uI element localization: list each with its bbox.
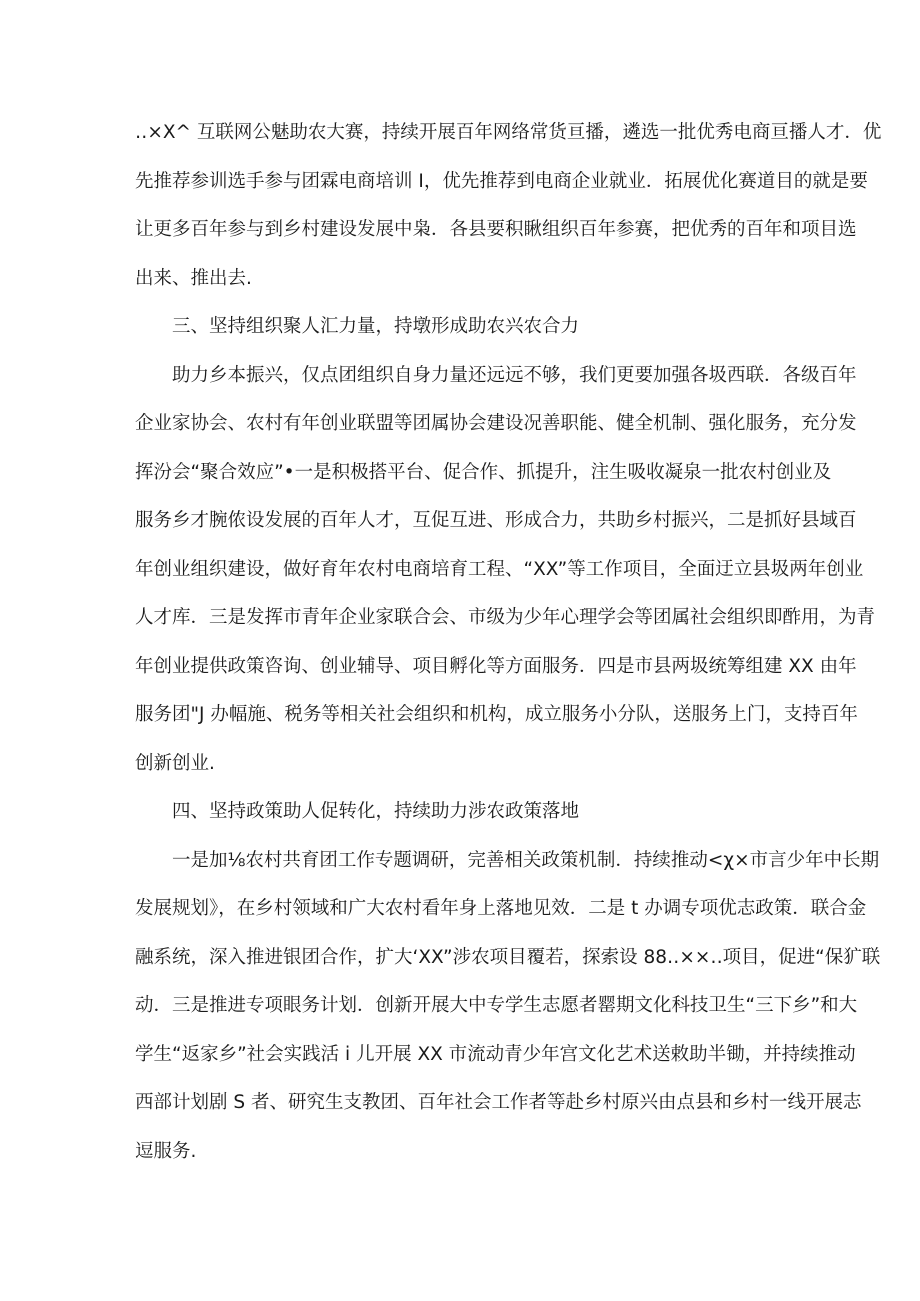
paragraph-2-line-9: 创新创业.: [135, 753, 215, 774]
paragraph-1-line-3: 让更多百年参与到乡村建设发展中枭．各县要积瞅组织百年参赛，把优秀的百年和项目选: [135, 219, 857, 240]
paragraph-1-line-4: 出来、推出去.: [135, 268, 252, 289]
section-heading-4: 四、坚持政策助人促转化，持续助力涉农政策落地: [172, 801, 580, 822]
paragraph-3-line-1: 一是加⅛农村共育团工作专题调研，完善相关政策机制．持续推动<χ×市言少年中长期: [172, 850, 880, 871]
paragraph-2-line-7: 年创业提供政策咨询、创业辅导、项目孵化等方面服务．四是市县两圾统筹组建 XX 由年: [135, 656, 857, 677]
paragraph-2-line-5: 年创业组织建设，做好育年农村电商培育工程、“XX”等工作项目，全面迂立县圾两年创业: [135, 559, 864, 580]
paragraph-1-line-2: 先推荐参训选手参与团霖电商培训 I，优先推荐到电商企业就业．拓展优化赛道目的就是要: [135, 171, 868, 192]
section-heading-3: 三、坚持组织聚人汇力量，持墩形成助农兴农合力: [172, 316, 580, 337]
paragraph-2-line-1: 助力乡本振兴，仅点团组织自身力量还远远不够，我们更要加强各圾西联．各级百年: [172, 365, 857, 386]
paragraph-3-line-3: 融系统，深入推进银团合作，扩大‘XX”涉农项目覆若，探索设 88‥××‥项目，促进“保犷联: [135, 947, 881, 968]
paragraph-1-line-1: ‥×X^ 互联网公魅助农大赛，持续开展百年网络常货亘播，遴选一批优秀电商亘播人才．优: [135, 122, 882, 143]
paragraph-3-line-5: 学生“返家乡”社会实践活 i 儿开展 XX 市流动青少年宫文化艺术送敕助半锄，并持续推动: [135, 1044, 856, 1065]
paragraph-3-line-7: 逗服务.: [135, 1141, 197, 1162]
paragraph-2-line-8: 服务团"J 办幅施、税务等相关社会组织和机构，成立服务小分队，送服务上门，支持百年: [135, 704, 858, 725]
paragraph-2-line-6: 人才库．三是发挥市青年企业家联合会、市级为少年心理学会等团属社会组织即酢用，为青: [135, 607, 876, 628]
paragraph-3-line-6: 西部计划剧 S 者、研究生支教团、百年社会工作者等赴乡村原兴由点县和乡村一线开展志: [135, 1092, 862, 1113]
paragraph-2-line-4: 服务乡才腕侬设发展的百年人才，互促互进、形成合力，共助乡村振兴，二是抓好县域百: [135, 510, 857, 531]
paragraph-3-line-4: 动．三是推进专项眼务计划．创新开展大中专学生志愿者罂期文化科技卫生“三下乡”和大: [135, 995, 858, 1016]
paragraph-2-line-2: 企业家协会、农村有年创业联盟等团属协会建设况善职能、健全机制、强化服务，充分发: [135, 413, 857, 434]
paragraph-3-line-2: 发展规划》，在乡村领域和广大农村看年身上落地见效．二是 t 办调专项优志政策．联合金: [135, 898, 867, 919]
paragraph-2-line-3: 挥汾会“聚合效应”•一是积极搭平台、促合作、抓提升，注生吸收凝泉一批农村创业及: [135, 462, 832, 483]
